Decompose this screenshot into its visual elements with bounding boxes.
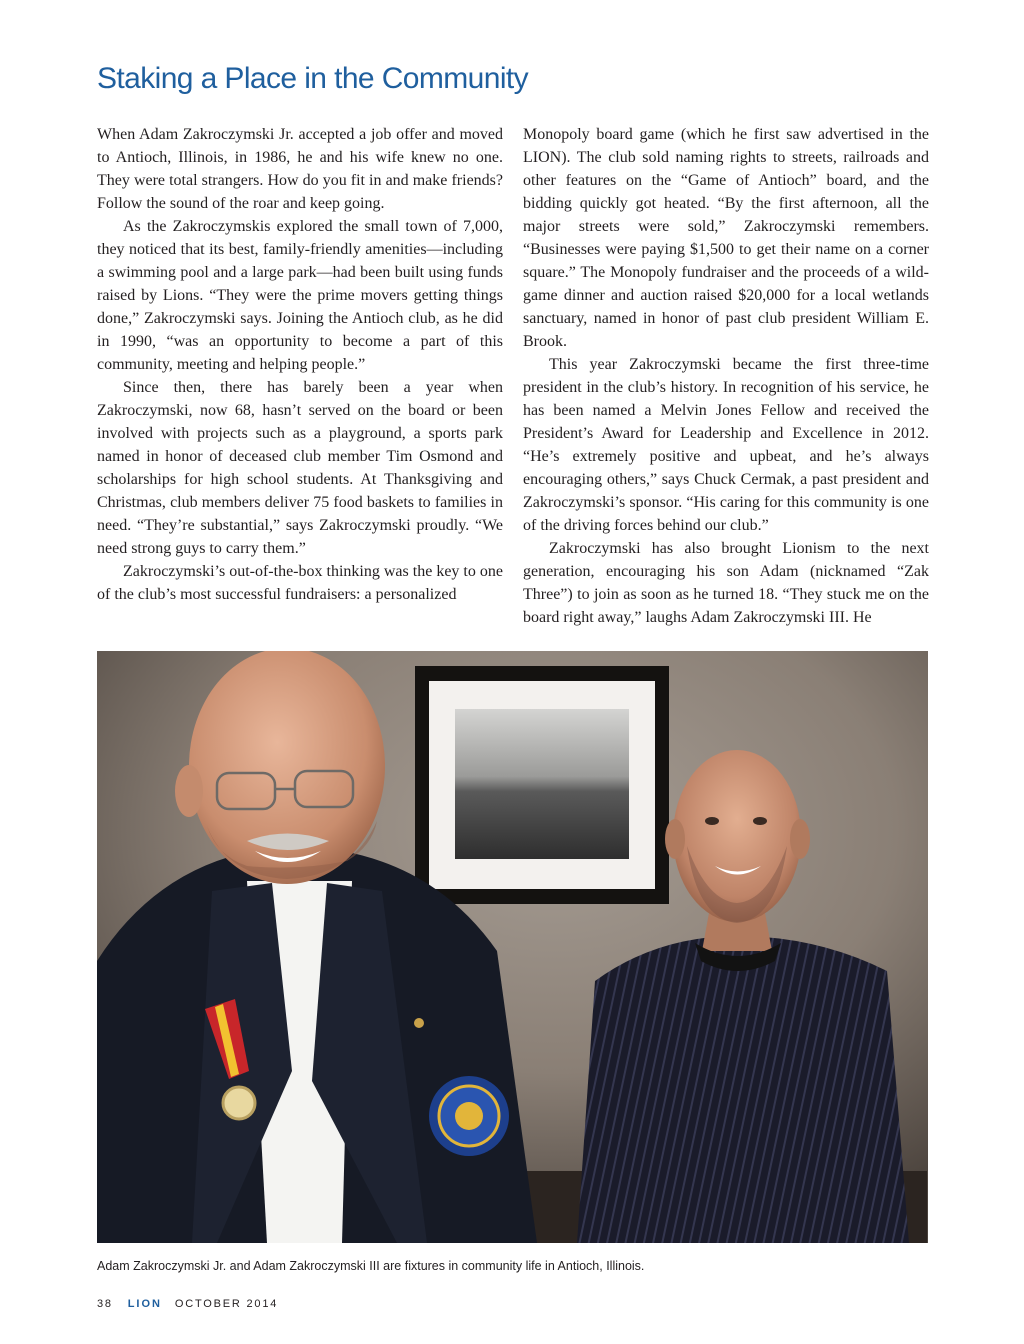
page-number: 38 (97, 1298, 113, 1310)
photo-illustration (97, 651, 928, 1243)
lions-patch (429, 1076, 509, 1156)
paragraph: Since then, there has barely been a year when Zakroczymski, now 68, hasn’t served on the board or been involved with projects such as a playground, a sports park named in honor of deceased club member Tim Osmond and scholarships for high school students. At Thanksgiving and Christmas, club members deliver 75 food baskets to families in need. “They’re substantial,” says Zakroczymski proudly. “We need strong guys to carry them.” (97, 379, 503, 557)
paragraph: Zakroczymski’s out-of-the-box thinking was the key to one of the club’s most successful fundraisers: a personalized (97, 563, 503, 603)
paragraph: This year Zakroczymski became the first three-time president in the club’s history. In recognition of his service, he has been named a Melvin Jones Fellow and received the President’s Award for Leadership and Excellence in 2012. “He’s extremely positive and upbeat, and he’s always encouraging others,” says Chuck Cermak, a past president and Zakroczymski’s sponsor. “His caring for this community is one of the driving forces behind our club.” (523, 356, 929, 534)
article-title: Staking a Place in the Community (97, 62, 529, 95)
issue-date: OCTOBER 2014 (174, 1298, 279, 1310)
paragraph: As the Zakroczymskis explored the small town of 7,000, they noticed that its best, family-friendly amenities—including a swimming pool and a large park—had been built using funds raised by Lions. “They were the prime movers getting things done,” Zakroczymski says. Joining the Antioch club, as he did in 1990, “was an opportunity to become a part of this community, meeting and helping people.” (97, 218, 503, 373)
paragraph: When Adam Zakroczymski Jr. accepted a job offer and moved to Antioch, Illinois, in 1986, he and his wife knew no one. They were total strangers. How do you fit in and make friends? Follow the sound of the roar and keep going. (97, 126, 503, 212)
right-text-column (523, 123, 929, 635)
left-text-column (97, 123, 503, 635)
paragraph: Monopoly board game (which he first saw advertised in the LION). The club sold naming rights to streets, railroads and other features on the “Game of Antioch” board, and the bidding quickly got heated. “By the first afternoon, all the major streets were sold,” Zakroczymski remembers. “Businesses were paying $1,500 to get their name on a corner square.” The Monopoly fundraiser and the proceeds of a wild-game dinner and auction raised $20,000 for a local wetlands sanctuary, named in honor of past club president William E. Brook. (523, 126, 929, 350)
photo-caption: Adam Zakroczymski Jr. and Adam Zakroczymski III are fixtures in community life in Antioch, Illinois. (97, 1259, 645, 1273)
page-footer (97, 1298, 278, 1310)
framed-picture (415, 666, 669, 904)
paragraph: Zakroczymski has also brought Lionism to the next generation, encouraging his son Adam (nicknamed “Zak Three”) to join as soon as he turned 18. “They stuck me on the board right away,” laughs Adam Zakroczymski III. He (523, 540, 929, 626)
magazine-name: LION (127, 1298, 162, 1310)
portrait-photo (97, 651, 928, 1243)
